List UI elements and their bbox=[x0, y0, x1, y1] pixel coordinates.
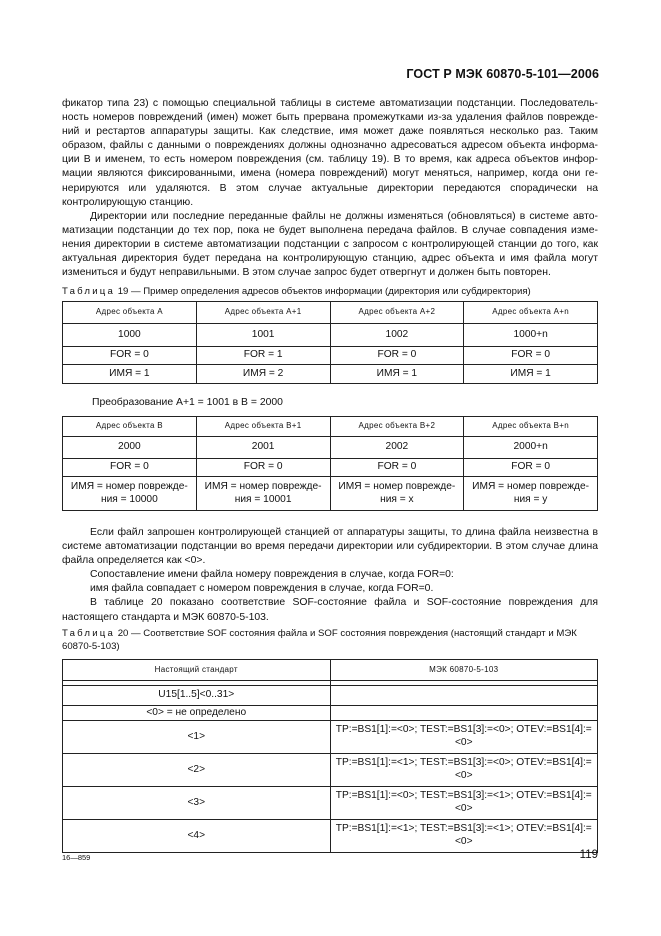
table-cell: <0> = не определено bbox=[63, 706, 331, 721]
table-row bbox=[63, 437, 598, 459]
table-cell: 2001 bbox=[196, 437, 330, 459]
paragraph: Директории или последние переданные файлы не должны изменяться (обновляться) в системе автоматизации подстанции до тех пор, пока не будет выполнена передача файлов. В случае совпадения изменения директории в системе автоматизации подстанции с запросом с контролирующей станции до того, как актуальная директория будет передана на контролирующую станцию, адрес объекта и имя файла могут измениться и будут неправильными. В этом случае запрос будет отвергнут и должен быть повторен. bbox=[62, 210, 598, 279]
body-text-mid bbox=[62, 526, 598, 625]
table-cell: 1000+n bbox=[464, 324, 598, 347]
paragraph: В таблице 20 показано соответствие SOF-состояние файла и SOF-состояние повреждения для настоящего стандарта и МЭК 60870-5-103. bbox=[62, 597, 598, 623]
table-cell: <3> bbox=[63, 787, 331, 820]
table-header-cell: Адрес объекта А+n bbox=[464, 302, 598, 324]
paragraph: фикатор типа 23) с помощью специальной таблицы в системе автоматизации подстанции. Последовательность номеров повреждений (имен) может быть прервана промежутками из-за удаления файлов повреждений и рестартов аппаратуры защиты. Как следствие, имя может даже появляться несколько раз. Таким образом, файлы с данными о повреждениях должны однозначно адресоваться адресом объекта информации В и именем, то есть номером повреждения (см. таблицу 19). В то время, как адреса объектов информации являются фиксированными, имена (номера повреждений) могут меняться, например, когда они генерируются или удаляются. В этом случае актуальные директории передаются спорадически на контролирующую станцию. bbox=[62, 98, 598, 208]
table-label: Таблица bbox=[62, 628, 116, 639]
table19-part-a bbox=[62, 301, 598, 384]
conversion-note: Преобразование А+1 = 1001 в В = 2000 bbox=[92, 397, 283, 408]
table-cell: <4> bbox=[63, 820, 331, 853]
table-cell: FOR = 0 bbox=[63, 347, 197, 365]
page-number: 119 bbox=[579, 849, 598, 861]
document-header: ГОСТ Р МЭК 60870-5-101—2006 bbox=[406, 67, 599, 81]
table-cell bbox=[330, 686, 598, 706]
table-header-cell: Адрес объекта А bbox=[63, 302, 197, 324]
table20 bbox=[62, 659, 598, 853]
table-label: Таблица bbox=[62, 286, 116, 297]
table-cell: U15[1..5]<0..31> bbox=[63, 686, 331, 706]
table-cell: TP:=BS1[1]:=<0>; TEST:=BS1[3]:=<0>; OTEV:=BS1[4]:=<0> bbox=[330, 721, 598, 754]
table19-caption bbox=[62, 286, 598, 299]
table-cell: 2000+n bbox=[464, 437, 598, 459]
table20-caption bbox=[62, 628, 598, 653]
table-cell: ИМЯ = номер повреждения = x bbox=[330, 477, 464, 511]
table-row bbox=[63, 706, 598, 721]
table-cell: TP:=BS1[1]:=<1>; TEST:=BS1[3]:=<1>; OTEV:=BS1[4]:=<0> bbox=[330, 820, 598, 853]
table-row bbox=[63, 820, 598, 853]
table-cell: TP:=BS1[1]:=<0>; TEST:=BS1[3]:=<1>; OTEV:=BS1[4]:=<0> bbox=[330, 787, 598, 820]
table-row bbox=[63, 787, 598, 820]
table-cell: <2> bbox=[63, 754, 331, 787]
table-cell: ИМЯ = 2 bbox=[196, 365, 330, 384]
table-cell bbox=[330, 706, 598, 721]
table-row bbox=[63, 365, 598, 384]
table-caption-text: 20 — Соответствие SOF состояния файла и SOF состояния повреждения (настоящий стандарт и МЭК 60870-5-103) bbox=[62, 628, 577, 652]
table-cell: TP:=BS1[1]:=<1>; TEST:=BS1[3]:=<0>; OTEV:=BS1[4]:=<0> bbox=[330, 754, 598, 787]
table-caption-text: 19 — Пример определения адресов объектов информации (директория или субдиректория) bbox=[117, 286, 531, 297]
table-cell: ИМЯ = 1 bbox=[63, 365, 197, 384]
table-row bbox=[63, 459, 598, 477]
table-cell: 2000 bbox=[63, 437, 197, 459]
table-cell: ИМЯ = 1 bbox=[464, 365, 598, 384]
table-cell: FOR = 0 bbox=[330, 459, 464, 477]
table-cell: FOR = 0 bbox=[63, 459, 197, 477]
table-cell: ИМЯ = номер повреждения = 10001 bbox=[196, 477, 330, 511]
table-cell: ИМЯ = номер повреждения = y bbox=[464, 477, 598, 511]
table-row bbox=[63, 721, 598, 754]
table-header-cell: Настоящий стандарт bbox=[63, 660, 331, 681]
table-header-cell: Адрес объекта А+2 bbox=[330, 302, 464, 324]
table-cell: FOR = 0 bbox=[464, 459, 598, 477]
table-cell: FOR = 0 bbox=[330, 347, 464, 365]
table-header-cell: Адрес объекта В+1 bbox=[196, 417, 330, 437]
body-text-top bbox=[62, 97, 598, 280]
table-cell: 1002 bbox=[330, 324, 464, 347]
table-row bbox=[63, 477, 598, 511]
table-cell: 1000 bbox=[63, 324, 197, 347]
table-cell: 2002 bbox=[330, 437, 464, 459]
table-header-cell: Адрес объекта А+1 bbox=[196, 302, 330, 324]
table-cell: 1001 bbox=[196, 324, 330, 347]
table-header-cell: Адрес объекта В+2 bbox=[330, 417, 464, 437]
table-header-cell: Адрес объекта В+n bbox=[464, 417, 598, 437]
table-header-cell: МЭК 60870-5-103 bbox=[330, 660, 598, 681]
table19-part-b bbox=[62, 416, 598, 511]
table-cell: FOR = 0 bbox=[196, 459, 330, 477]
table-cell: <1> bbox=[63, 721, 331, 754]
table-header-cell: Адрес объекта В bbox=[63, 417, 197, 437]
table-row bbox=[63, 324, 598, 347]
paragraph: Если файл запрошен контролирующей станцией от аппаратуры защиты, то длина файла неизвестна в системе автоматизации подстанции во время передачи директории или субдиректории. В этом случае длина файла определяется как <0>. bbox=[62, 527, 598, 567]
table-cell: FOR = 0 bbox=[464, 347, 598, 365]
table-cell: ИМЯ = номер повреждения = 10000 bbox=[63, 477, 197, 511]
paragraph: имя файла совпадает с номером повреждения в случае, когда FOR=0. bbox=[90, 583, 434, 595]
table-cell: FOR = 1 bbox=[196, 347, 330, 365]
table-row bbox=[63, 754, 598, 787]
table-cell: ИМЯ = 1 bbox=[330, 365, 464, 384]
table-row bbox=[63, 686, 598, 706]
print-code: 16—859 bbox=[62, 853, 91, 862]
table-row bbox=[63, 347, 598, 365]
paragraph: Сопоставление имени файла номеру повреждения в случае, когда FOR=0: bbox=[90, 569, 454, 581]
